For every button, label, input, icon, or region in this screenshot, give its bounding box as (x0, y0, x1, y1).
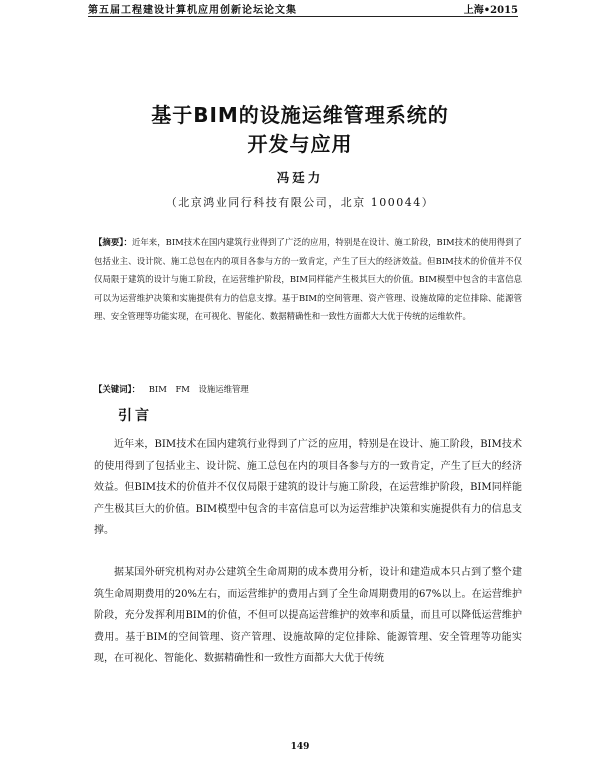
paragraph-text: 据某国外研究机构对办公建筑全生命周期的成本费用分析，设计和建造成本只占到了整个建筑生命周期费用的20%左右，而运营维护的费用占到了全生命周期费用的67%以上。在运营维护阶段，充分发挥利用BIM的价值，不但可以提高运营维护的效率和质量，而且可以降低运营维护费用。基于BIM的空间管理、资产管理、设施故障的定位排除、能源管理、安全管理等功能实现，在可视化、智能化、数据精确性和一致性方面都大大优于传统 (94, 567, 522, 665)
keyword: 设施运维管理 (198, 384, 249, 394)
keyword: BIM (148, 384, 167, 394)
author-name: 冯廷力 (276, 170, 324, 185)
paragraph-text: 近年来，BIM技术在国内建筑行业得到了广泛的应用，特别是在设计、施工阶段，BIM技术的使用得到了包括业主、设计院、施工总包在内的项目各参与方的一致肯定，产生了巨大的经济效益。但BIM技术的价值并不仅仅局限于建筑的设计与施工阶段，在运营维护阶段，BIM同样能产生极其巨大的价值。BIM模型中包含的丰富信息可以为运营维护决策和实施提供有力的信息支撑。 (94, 439, 522, 537)
keyword: FM (175, 384, 190, 394)
paper-title-line-2: 开发与应用 (247, 132, 353, 156)
abstract-label: 【摘要】： (94, 237, 132, 247)
proceedings-title: 第五届工程建设计算机应用创新论坛论文集 (88, 5, 297, 16)
author-affiliation: （北京鸿业同行科技有限公司，北京 100044） (165, 196, 435, 209)
body-paragraph (94, 562, 522, 670)
page-number: 149 (290, 742, 310, 752)
running-header (88, 0, 518, 17)
paper-title-line-1: 基于BIM的设施运维管理系统的 (151, 103, 449, 127)
keywords (94, 382, 522, 396)
keywords-label: 【关键词】： (94, 384, 141, 394)
body-paragraph (94, 434, 522, 542)
place-year: 上海•2015 (463, 5, 518, 16)
abstract-text: 近年来，BIM技术在国内建筑行业得到了广泛的应用，特别是在设计、施工阶段，BIM技术的使用得到了包括业主、设计院、施工总包在内的项目各参与方的一致肯定，产生了巨大的经济效益。但BIM技术的价值并不仅仅局限于建筑的设计与施工阶段，在运营维护阶段，BIM同样能产生极其巨大的价值。BIM模型中包含的丰富信息可以为运营维护决策和实施提供有力的信息支撑。基于BIM的空间管理、资产管理、设施故障的定位排除、能源管理、安全管理等功能实现，在可视化、智能化、数据精确性和一致性方面都大大优于传统的运维软件。 (94, 237, 523, 321)
abstract (94, 233, 522, 326)
section-heading-introduction: 引言 (118, 408, 152, 424)
